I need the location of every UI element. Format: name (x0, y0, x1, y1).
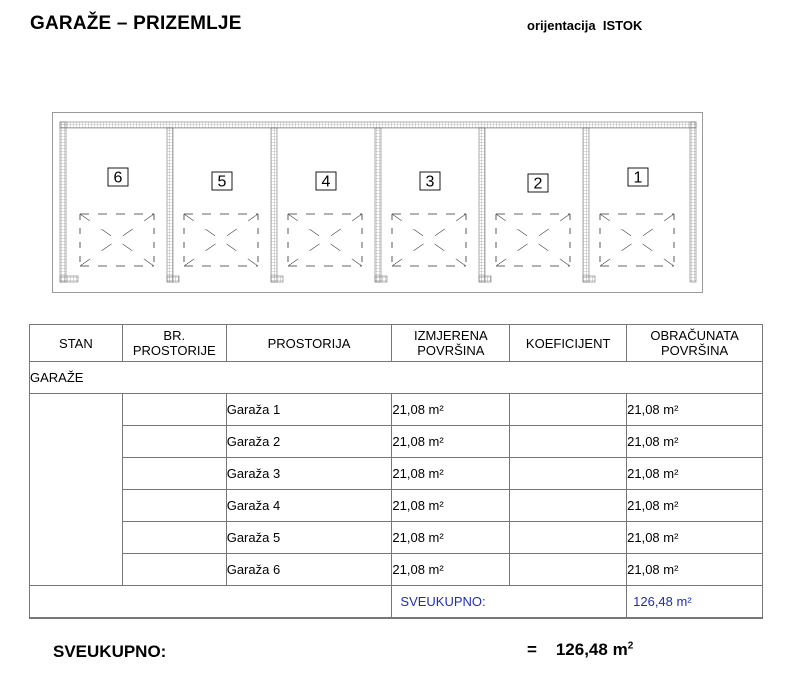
orientation-label: orijentacija (527, 18, 596, 33)
table-row (30, 554, 763, 586)
plan-left-wall (60, 122, 66, 282)
izmjerena-cell: 21,08 m² (392, 426, 510, 458)
total-row (30, 586, 763, 618)
car-outline-sides (392, 214, 466, 266)
obracunata-cell: 21,08 m² (627, 458, 763, 490)
br-prostorije-cell (122, 426, 226, 458)
prostorija-cell: Garaža 2 (226, 426, 392, 458)
section-label: GARAŽE (30, 362, 763, 394)
prostorija-cell: Garaža 3 (226, 458, 392, 490)
obracunata-cell: 21,08 m² (627, 554, 763, 586)
car-cross (184, 214, 258, 266)
col-br-prostorije: BR. PROSTORIJE (122, 325, 226, 362)
garage-number: 6 (113, 169, 123, 187)
area-table (29, 324, 763, 618)
car-outline (600, 214, 674, 266)
col-izmjerena-povrsina: IZMJERENA POVRŠINA (392, 325, 510, 362)
section-row (30, 362, 763, 394)
table-row (30, 458, 763, 490)
car-outline-sides (496, 214, 570, 266)
car-cross (496, 214, 570, 266)
total-label: SVEUKUPNO: (392, 586, 627, 618)
koeficijent-cell (510, 394, 627, 426)
col-prostorija: PROSTORIJA (226, 325, 392, 362)
col-stan: STAN (30, 325, 123, 362)
koeficijent-cell (510, 522, 627, 554)
car-cross (80, 214, 154, 266)
car-outline-sides (80, 214, 154, 266)
col-obracunata-povrsina: OBRAČUNATA POVRŠINA (627, 325, 763, 362)
partition-wall (167, 128, 173, 282)
izmjerena-cell: 21,08 m² (392, 522, 510, 554)
car-outline (184, 214, 258, 266)
table-header-row (30, 325, 763, 362)
br-prostorije-cell (122, 522, 226, 554)
col-koeficijent: KOEFICIJENT (510, 325, 627, 362)
car-outline-sides (288, 214, 362, 266)
br-prostorije-cell (122, 394, 226, 426)
prostorija-cell: Garaža 1 (226, 394, 392, 426)
garage-number: 1 (633, 169, 643, 187)
total-value: 126,48 m² (627, 586, 763, 618)
partition-wall (583, 128, 589, 282)
page-title: GARAŽE – PRIZEMLJE (30, 13, 242, 34)
table-row (30, 490, 763, 522)
br-prostorije-cell (122, 554, 226, 586)
total-divider (29, 618, 763, 619)
koeficijent-cell (510, 554, 627, 586)
car-outline (496, 214, 570, 266)
obracunata-cell: 21,08 m² (627, 490, 763, 522)
prostorija-cell: Garaža 6 (226, 554, 392, 586)
izmjerena-cell: 21,08 m² (392, 554, 510, 586)
prostorija-cell: Garaža 4 (226, 490, 392, 522)
bottom-wall-stub (583, 276, 595, 282)
bottom-wall-stub (375, 276, 387, 282)
br-prostorije-cell (122, 490, 226, 522)
plan-top-wall (60, 122, 696, 128)
garage-number: 2 (533, 175, 543, 193)
table-row (30, 522, 763, 554)
izmjerena-cell: 21,08 m² (392, 458, 510, 490)
bottom-wall-stub (271, 276, 283, 282)
bottom-wall-stub (60, 276, 78, 282)
summary-value (527, 640, 633, 660)
obracunata-cell: 21,08 m² (627, 426, 763, 458)
garage-number: 4 (321, 173, 331, 191)
car-outline-sides (184, 214, 258, 266)
car-cross (288, 214, 362, 266)
koeficijent-cell (510, 490, 627, 522)
summary-unit-sup: 2 (627, 640, 634, 652)
total-spacer (30, 586, 392, 618)
br-prostorije-cell (122, 458, 226, 490)
car-outline-sides (600, 214, 674, 266)
bottom-wall-stub (167, 276, 179, 282)
bottom-wall-stub (479, 276, 491, 282)
car-cross (392, 214, 466, 266)
garage-number: 5 (217, 173, 227, 191)
partition-wall (375, 128, 381, 282)
prostorija-cell: Garaža 5 (226, 522, 392, 554)
floor-plan (52, 112, 704, 294)
stan-cell (30, 394, 123, 586)
car-outline (392, 214, 466, 266)
summary-equals: = (527, 640, 537, 659)
obracunata-cell: 21,08 m² (627, 394, 763, 426)
garage-number: 3 (425, 173, 435, 191)
koeficijent-cell (510, 458, 627, 490)
obracunata-cell: 21,08 m² (627, 522, 763, 554)
table-row (30, 426, 763, 458)
summary-amount: 126,48 m (555, 640, 628, 659)
koeficijent-cell (510, 426, 627, 458)
summary-label: SVEUKUPNO: (53, 642, 167, 661)
car-cross (600, 214, 674, 266)
izmjerena-cell: 21,08 m² (392, 490, 510, 522)
plan-right-wall (690, 122, 696, 282)
car-outline (80, 214, 154, 266)
partition-wall (479, 128, 485, 282)
car-outline (288, 214, 362, 266)
partition-wall (271, 128, 277, 282)
orientation-value: ISTOK (602, 18, 643, 33)
table-row (30, 394, 763, 426)
orientation (527, 18, 642, 33)
izmjerena-cell: 21,08 m² (392, 394, 510, 426)
